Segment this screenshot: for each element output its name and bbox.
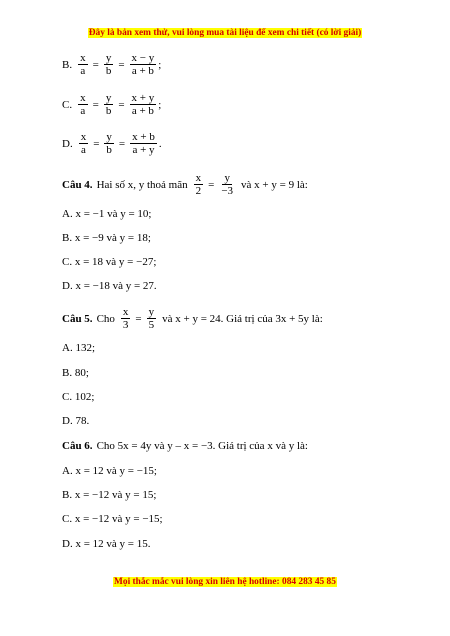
- question-6: Câu 6. Cho 5x = 4y và y – x = −3. Giá trị của x và y là:: [62, 440, 308, 452]
- prev-option-c: C. $\frac{x}{a}$ = $\frac{y}{b}$ = $\frac{x + y}{a + b}$ ;: [62, 92, 162, 117]
- q4-option-a: A. x = −1 và y = 10;: [62, 208, 152, 220]
- prev-option-b: B. $\frac{x}{a}$ = $\frac{y}{b}$ = $\frac{x - y}{a + b}$ ;: [62, 52, 162, 77]
- fraction: $\frac{x + y}{a + b}$: [131, 92, 155, 117]
- fraction: $\frac{x - y}{a + b}$: [131, 52, 155, 77]
- q6-option-a: A. x = 12 và y = −15;: [62, 465, 157, 477]
- q6-option-d: D. x = 12 và y = 15.: [62, 538, 151, 550]
- fraction: $\frac{x + b}{a + y}$: [132, 131, 155, 156]
- fraction: $\frac{y}{-3}$: [221, 172, 234, 197]
- q5-option-c: C. 102;: [62, 391, 95, 403]
- q4-option-c: C. x = 18 và y = −27;: [62, 256, 157, 268]
- q6-option-c: C. x = −12 và y = −15;: [62, 513, 163, 525]
- fraction: $\frac{x}{a}$: [80, 52, 86, 77]
- q4-option-b: B. x = −9 và y = 18;: [62, 232, 151, 244]
- fraction: $\frac{x}{a}$: [80, 92, 86, 117]
- q4-option-d: D. x = −18 và y = 27.: [62, 280, 157, 292]
- fraction: $\frac{y}{b}$: [106, 131, 112, 156]
- q5-option-a: A. 132;: [62, 342, 95, 354]
- fraction: $\frac{y}{b}$: [105, 92, 112, 117]
- fraction: $\frac{y}{b}$: [105, 52, 112, 77]
- prev-option-d: D. $\frac{x}{a}$ = $\frac{y}{b}$ = $\frac{x + b}{a + y}$ .: [62, 131, 162, 156]
- fraction: $\frac{y}{5}$: [148, 306, 155, 331]
- fraction: $\frac{x}{a}$: [80, 131, 87, 156]
- fraction: $\frac{x}{2}$: [195, 172, 202, 197]
- footer-banner: Mọi thắc mắc vui lòng xin liên hệ hotline: 084 283 45 85: [114, 577, 336, 587]
- question-5: Câu 5. Cho $\frac{x}{3}$ = $\frac{y}{5}$ và x + y = 24. Giá trị của 3x + 5y là:: [62, 306, 323, 331]
- q5-option-b: B. 80;: [62, 367, 89, 379]
- question-4: Câu 4. Hai số x, y thoả mãn $\frac{x}{2}$ = $\frac{y}{-3}$ và x + y = 9 là:: [62, 172, 308, 197]
- header-banner: Đây là bản xem thử, vui lòng mua tài liệu để xem chi tiết (có lời giải): [88, 28, 362, 38]
- q5-option-d: D. 78.: [62, 415, 90, 427]
- q6-option-b: B. x = −12 và y = 15;: [62, 489, 157, 501]
- fraction: $\frac{x}{3}$: [122, 306, 129, 331]
